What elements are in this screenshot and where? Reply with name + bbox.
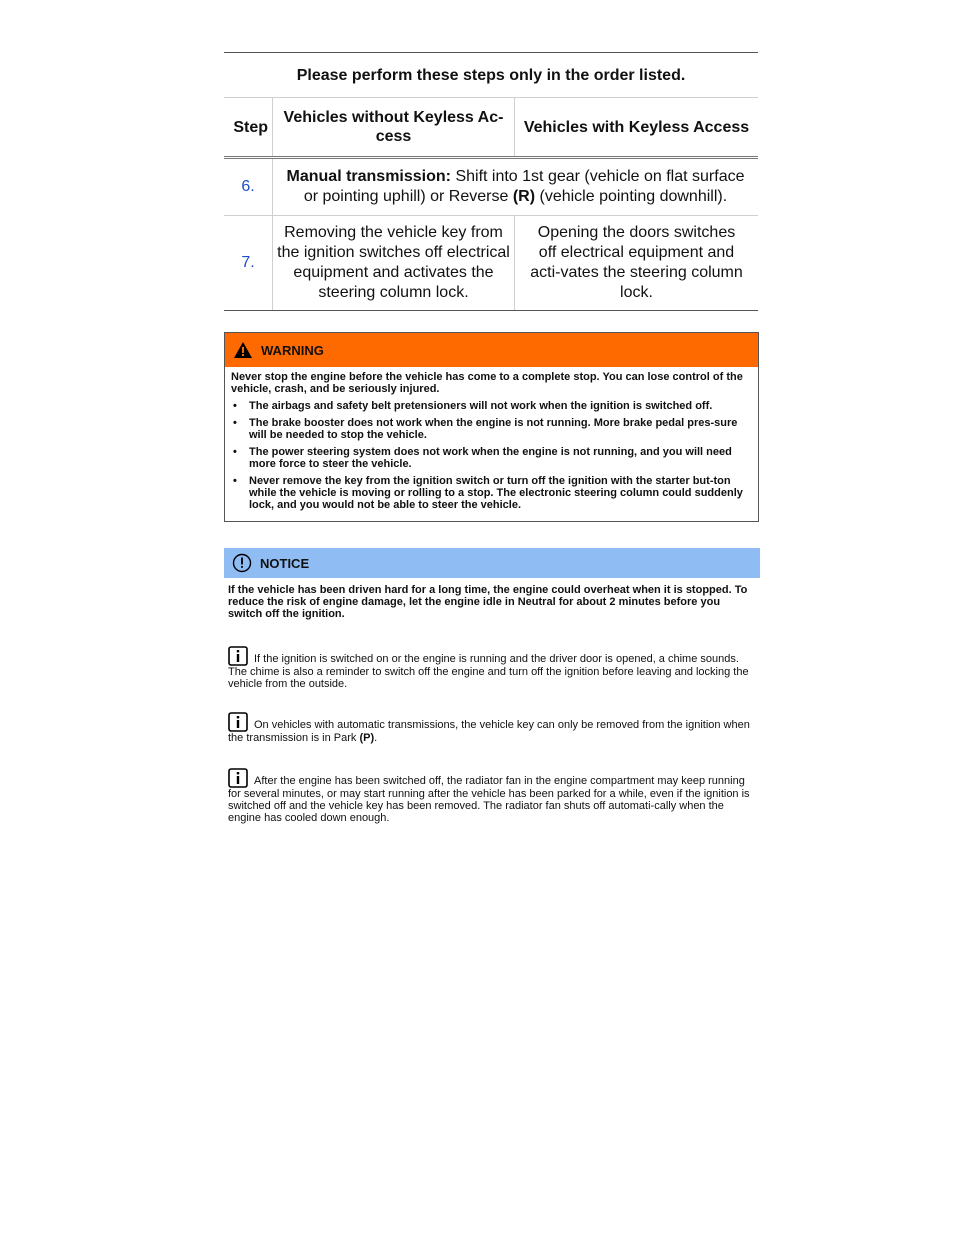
step-6-text-b: (vehicle pointing downhill).	[535, 188, 728, 205]
header-with-keyless: Vehicles with Keyless Access	[514, 98, 758, 156]
info-icon	[228, 712, 248, 732]
info-note-text-end: .	[374, 732, 378, 744]
bullet-dot: •	[233, 417, 237, 429]
warning-bullet	[231, 446, 752, 470]
warning-bullet	[231, 417, 752, 441]
step-7-with-keyless: Opening the doors switches off electrical equipment and acti-vates the steering column lock.	[514, 216, 758, 310]
warning-title: WARNING	[261, 342, 324, 358]
warning-bullet	[231, 400, 752, 412]
warning-triangle-icon	[233, 341, 253, 359]
info-note	[228, 712, 758, 744]
table-row-step-6	[224, 159, 758, 216]
step-number: 6.	[241, 178, 255, 195]
header-step: Step	[233, 118, 268, 136]
table-row-step-7	[224, 216, 758, 311]
step-number: 7.	[241, 254, 255, 271]
step-6-text-a: Shift into 1st gear (vehicle on flat surface or pointing uphill) or Reverse	[303, 168, 745, 205]
info-note-text: After the engine has been switched off, the radiator fan in the engine compartment may keep running for several minutes, or may start running after the vehicle has been parked for a while, even if the ignition is switched off and the vehicle key has been removed. The radiator fan shuts off automati-cally when the engine has cooled down enough.	[228, 775, 750, 824]
info-note	[228, 768, 758, 824]
notice-exclamation-icon	[232, 553, 252, 573]
manual-transmission-label: Manual transmission:	[286, 168, 451, 185]
step-6-instruction	[272, 159, 758, 215]
notice-box	[224, 548, 760, 620]
warning-intro: Never stop the engine before the vehicle has come to a complete stop. You can lose control of the vehicle, crash, and be seriously injured.	[231, 371, 743, 395]
info-icon	[228, 768, 248, 788]
warning-bullet-text: The brake booster does not work when the engine is not running. More brake pedal pres-sure will be needed to stop the vehicle.	[249, 417, 738, 441]
table-caption: Please perform these steps only in the order listed.	[296, 67, 686, 84]
step-7-without-keyless: Removing the vehicle key from the ignition switches off electrical equipment and activates the steering column lock.	[272, 216, 514, 310]
info-note-text: If the ignition is switched on or the engine is running and the driver door is opened, a chime sounds. The chime is also a reminder to switch off the engine and turn off the ignition before leaving and locking the vehicle from the outside.	[228, 653, 749, 690]
bullet-dot: •	[233, 446, 237, 458]
warning-header	[225, 333, 758, 367]
warning-bullet-text: Never remove the key from the ignition switch or turn off the ignition with the starter but-ton while the vehicle is moving or rolling to a stop. The electronic steering column could suddenly lock, and you would not be able to steer the vehicle.	[249, 475, 743, 511]
warning-bullet-text: The power steering system does not work when the engine is not running, and you will need more force to steer the vehicle.	[249, 446, 732, 470]
warning-bullet-text: The airbags and safety belt pretensioners will not work when the ignition is switched off.	[249, 400, 713, 412]
warning-bullet	[231, 475, 752, 511]
header-without-keyless: Vehicles without Keyless Ac-cess	[272, 98, 514, 156]
steps-table	[224, 52, 758, 311]
bullet-dot: •	[233, 400, 237, 412]
warning-box	[224, 332, 759, 522]
table-header-row	[224, 97, 758, 159]
gear-reverse: (R)	[512, 188, 536, 205]
bullet-dot: •	[233, 475, 237, 487]
warning-body	[225, 367, 758, 511]
notice-title: NOTICE	[260, 555, 310, 571]
notice-text: If the vehicle has been driven hard for a long time, the engine could overheat when it is stopped. To reduce the risk of engine damage, let the engine idle in Neutral for about 2 minutes before you switch off the ignition.	[228, 584, 748, 620]
info-note	[228, 646, 758, 690]
gear-park: (P)	[359, 732, 375, 744]
info-note-text: On vehicles with automatic transmissions, the vehicle key can only be removed from the ignition when the transmission is in Park	[228, 719, 750, 744]
info-icon	[228, 646, 248, 666]
notice-header	[224, 548, 760, 578]
